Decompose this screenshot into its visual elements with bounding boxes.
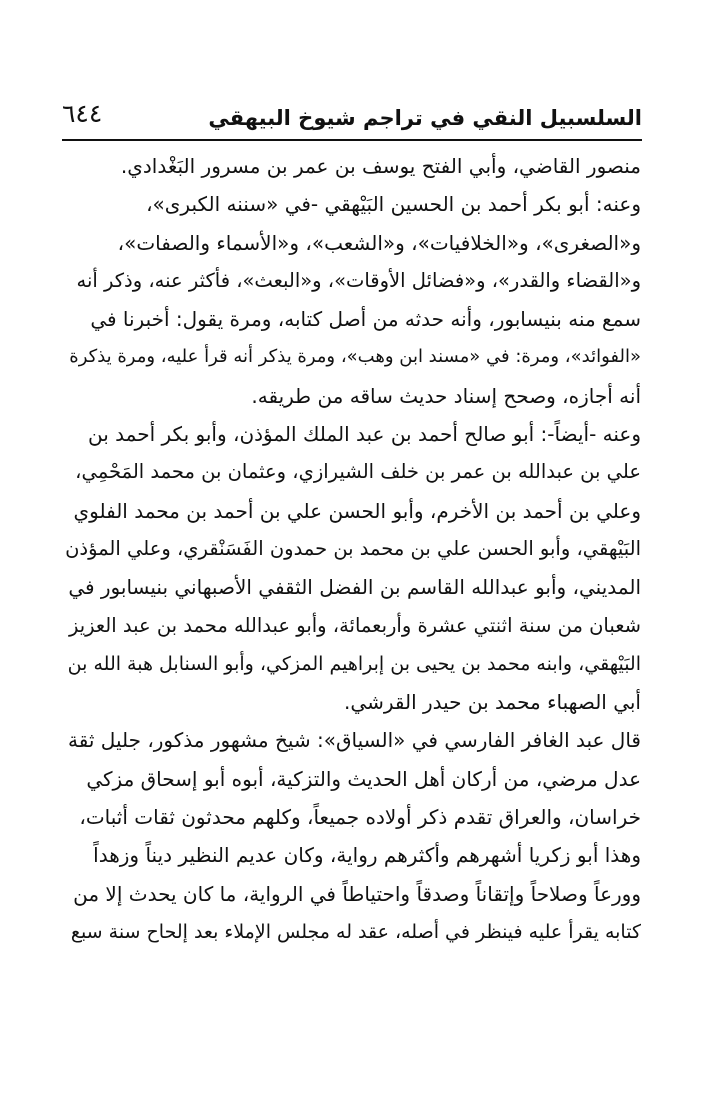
page-number: ٦٤٤ xyxy=(62,99,103,128)
text-line: كتابه يقرأ عليه فينظر في أصله، عقد له مجلس الإملاء بعد إلحاح سنة سبع xyxy=(70,920,641,943)
paragraph-2 xyxy=(64,185,641,415)
text-line: منصور القاضي، وأبي الفتح يوسف بن عمر بن مسرور البَغْدادي. xyxy=(120,154,641,178)
text-line: علي بن عبدالله بن عمر بن خلف الشيرازي، وعثمان بن محمد المَحْمِي، xyxy=(75,460,641,484)
text-line: وعلي بن أحمد بن الأخرم، وأبو الحسن علي بن أحمد بن محمد الفلوي xyxy=(73,498,641,523)
paragraph-4 xyxy=(64,721,641,951)
text-line: سمع منه بنيسابور، وأنه حدثه من أصل كتابه، ومرة يقول: أخبرنا في xyxy=(90,307,641,332)
text-line: وهذا أبو زكريا أشهرهم وأكثرهم رواية، وكان عديم النظير ديناً وزهداً xyxy=(93,843,641,868)
body-text xyxy=(64,147,641,951)
paragraph-1 xyxy=(64,147,641,185)
running-header xyxy=(62,98,642,138)
text-line: البَيْهقي، وأبو الحسن علي بن محمد بن حمدون الفَسَنْقري، وعلي المؤذن xyxy=(65,536,641,560)
text-line: خراسان، والعراق تقدم ذكر أولاده جميعاً، وكلهم محدثون ثقات أثبات، xyxy=(79,805,641,830)
text-line: و«الصغرى»، و«الخلافيات»، و«الشعب»، و«الأسماء والصفات»، xyxy=(117,230,641,255)
text-line: وعنه: أبو بكر أحمد بن الحسين البَيْهقي -في «سننه الكبرى»، xyxy=(146,192,641,217)
text-line: المديني، وأبو عبدالله القاسم بن الفضل الثقفي الأصبهاني بنيسابور في xyxy=(68,575,641,600)
text-line: وورعاً وصلاحاً وإتقاناً وصدقاً واحتياطاً في الرواية، ما كان يحدث إلا من xyxy=(73,881,641,906)
text-line: عدل مرضي، من أركان أهل الحديث والتزكية، أبوه أبو إسحاق مزكي xyxy=(86,766,641,791)
header-title: السلسبيل النقي في تراجم شيوخ البيهقي xyxy=(208,106,642,130)
text-line: شعبان من سنة اثنتي عشرة وأربعمائة، وأبو عبدالله محمد بن عبد العزيز xyxy=(68,613,641,637)
header-rule xyxy=(62,139,642,141)
text-line: أبي الصهباء محمد بن حيدر القرشي. xyxy=(344,690,641,715)
text-line: البَيْهقي، وابنه محمد بن يحيى بن إبراهيم المزكي، وأبو السنابل هبة الله بن xyxy=(67,652,641,675)
text-line: أنه أجازه، وصحح إسناد حديث ساقه من طريقه. xyxy=(251,383,641,408)
text-line: وعنه -أيضاً-: أبو صالح أحمد بن عبد الملك المؤذن، وأبو بكر أحمد بن xyxy=(88,422,641,447)
text-line: و«القضاء والقدر»، و«فضائل الأوقات»، و«البعث»، فأكثر عنه، وذكر أنه xyxy=(76,268,641,292)
text-line: قال عبد الغافر الفارسي في «السياق»: شيخ مشهور مذكور، جليل ثقة xyxy=(68,728,641,753)
text-line: «الفوائد»، ومرة: في «مسند ابن وهب»، ومرة يذكر أنه قرأ عليه، ومرة يذكرة xyxy=(69,346,641,368)
paragraph-3 xyxy=(64,415,641,721)
